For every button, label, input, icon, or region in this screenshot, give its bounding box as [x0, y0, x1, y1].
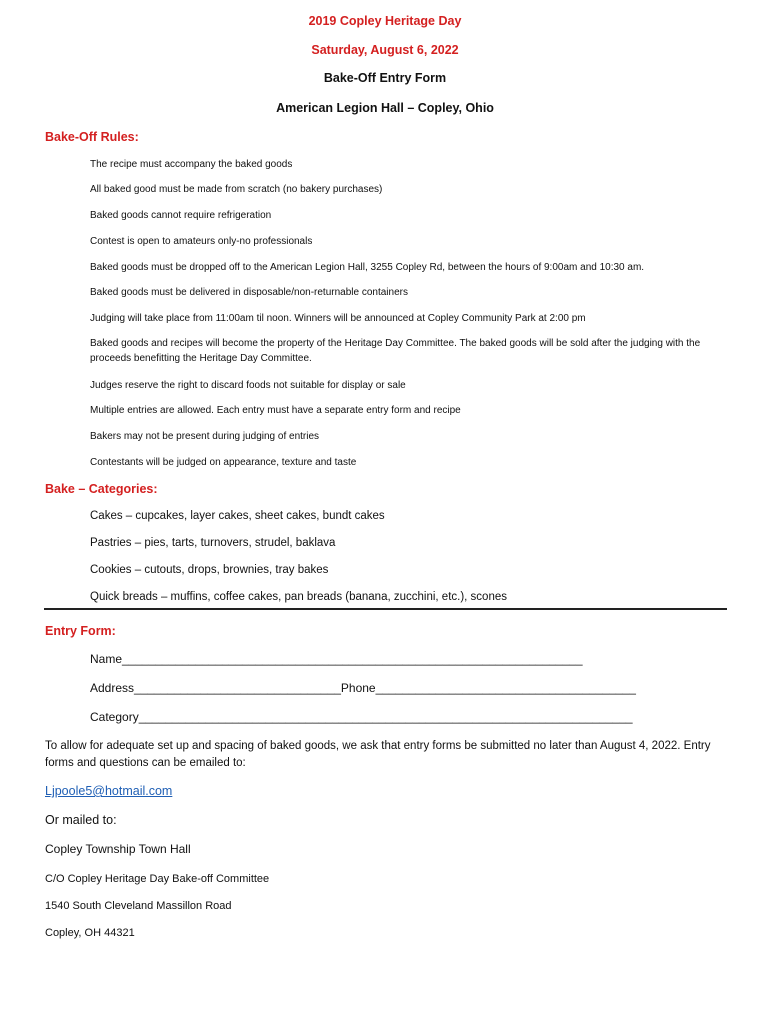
rule-item: Contestants will be judged on appearance, texture and taste [90, 457, 357, 468]
category-item: Cakes – cupcakes, layer cakes, sheet cakes, bundt cakes [90, 510, 385, 522]
rule-item: All baked good must be made from scratch (no bakery purchases) [90, 184, 383, 195]
rule-item: Contest is open to amateurs only-no professionals [90, 236, 313, 247]
section-divider [44, 608, 727, 610]
rule-item: Baked goods and recipes will become the property of the Heritage Day Committee. The baked goods will be sold after the judging with the proceeds benefitting the Heritage Day Committee. [90, 338, 701, 364]
event-location: American Legion Hall – Copley, Ohio [276, 101, 494, 115]
mail-address-line: Copley, OH 44321 [45, 927, 135, 939]
categories-heading: Bake – Categories: [45, 482, 158, 496]
rule-item: The recipe must accompany the baked goods [90, 159, 293, 170]
name-field[interactable]: Name_____________________________________________________________________ [90, 652, 583, 666]
mail-address-line: 1540 South Cleveland Massillon Road [45, 900, 232, 912]
category-field[interactable]: Category__________________________________________________________________________ [90, 710, 633, 724]
category-item: Pastries – pies, tarts, turnovers, strudel, baklava [90, 537, 336, 549]
rule-item: Baked goods cannot require refrigeration [90, 210, 272, 221]
contact-email-link[interactable]: Ljpoole5@hotmail.com [45, 784, 173, 798]
rule-item: Judges reserve the right to discard foods not suitable for display or sale [90, 380, 406, 391]
category-item: Quick breads – muffins, coffee cakes, pan breads (banana, zucchini, etc.), scones [90, 591, 507, 603]
submission-instructions: To allow for adequate set up and spacing of baked goods, we ask that entry forms be submitted no later than August 4, 2022. Entry forms and questions can be emailed to: [45, 740, 711, 769]
address-phone-field[interactable]: Address_______________________________Phone_______________________________________ [90, 681, 636, 695]
rule-item: Bakers may not be present during judging of entries [90, 431, 320, 442]
rule-item: Baked goods must be delivered in disposable/non-returnable containers [90, 287, 408, 298]
entry-form-heading: Entry Form: [45, 624, 116, 638]
event-title: 2019 Copley Heritage Day [308, 14, 462, 28]
rule-item: Judging will take place from 11:00am til noon. Winners will be announced at Copley Community Park at 2:00 pm [90, 313, 586, 324]
mail-intro: Or mailed to: [45, 813, 117, 827]
mail-address-line: C/O Copley Heritage Day Bake-off Committee [45, 873, 270, 885]
category-item: Cookies – cutouts, drops, brownies, tray bakes [90, 564, 329, 576]
rules-heading: Bake-Off Rules: [45, 130, 139, 144]
mail-address-line: Copley Township Town Hall [45, 842, 191, 856]
event-date: Saturday, August 6, 2022 [311, 43, 459, 57]
rule-item: Multiple entries are allowed. Each entry must have a separate entry form and recipe [90, 405, 461, 416]
rule-item: Baked goods must be dropped off to the American Legion Hall, 3255 Copley Rd, between the hours of 9:00am and 10:30 am. [90, 262, 645, 273]
form-title: Bake-Off Entry Form [323, 71, 447, 85]
